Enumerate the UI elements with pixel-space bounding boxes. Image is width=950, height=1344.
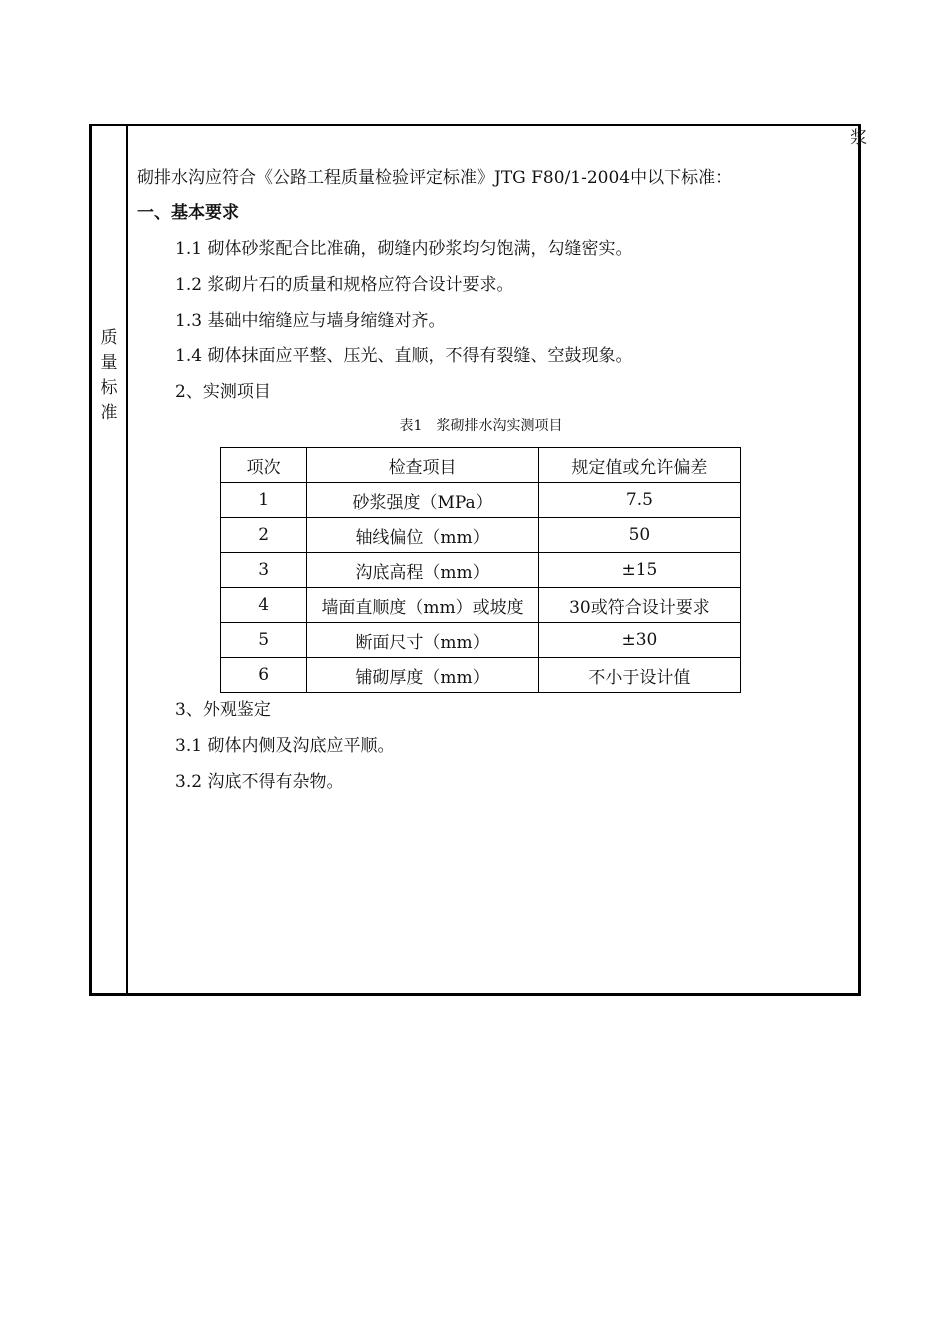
- requirement-item: 1.3 基础中缩缝应与墙身缩缝对齐。: [175, 311, 446, 331]
- cell-tolerance: 不小于设计值: [538, 658, 740, 693]
- cell-item-no: 3: [221, 553, 307, 588]
- corner-character: 浆: [850, 128, 867, 148]
- requirement-item: 1.2 浆砌片石的质量和规格应符合设计要求。: [175, 275, 514, 295]
- section-heading-measured-items: 2、实测项目: [175, 382, 271, 402]
- cell-item-no: 6: [221, 658, 307, 693]
- appearance-item: 3.1 砌体内侧及沟底应平顺。: [175, 736, 395, 756]
- cell-tolerance: ±30: [538, 623, 740, 658]
- table-row: [221, 658, 741, 693]
- cell-item-no: 1: [221, 483, 307, 518]
- table-header-row: [221, 448, 741, 483]
- cell-tolerance: 7.5: [538, 483, 740, 518]
- cell-check-item: 铺砌厚度（mm）: [307, 658, 539, 693]
- section-heading-basic-requirements: 一、基本要求: [137, 203, 239, 223]
- header-tolerance: 规定值或允许偏差: [538, 448, 740, 483]
- cell-check-item: 沟底高程（mm）: [307, 553, 539, 588]
- table-row: [221, 483, 741, 518]
- cell-check-item: 轴线偏位（mm）: [307, 518, 539, 553]
- cell-tolerance: 50: [538, 518, 740, 553]
- requirement-item: 1.4 砌体抹面应平整、压光、直顺，不得有裂缝、空鼓现象。: [175, 346, 633, 366]
- column-divider: [126, 125, 128, 995]
- cell-check-item: 断面尺寸（mm）: [307, 623, 539, 658]
- header-check-item: 检查项目: [307, 448, 539, 483]
- requirement-item: 1.1 砌体砂浆配合比准确，砌缝内砂浆均匀饱满，勾缝密实。: [175, 239, 633, 259]
- cell-tolerance: 30或符合设计要求: [538, 588, 740, 623]
- side-label-quality-standard: [96, 326, 122, 426]
- cell-item-no: 4: [221, 588, 307, 623]
- measurement-table: [220, 447, 741, 693]
- side-label-char: 标: [100, 378, 118, 398]
- cell-tolerance: ±15: [538, 553, 740, 588]
- intro-text: 砌排水沟应符合《公路工程质量检验评定标准》JTG F80/1-2004中以下标准：: [137, 168, 733, 188]
- table-caption: 表1 浆砌排水沟实测项目: [399, 418, 563, 434]
- side-label-char: 准: [100, 403, 118, 423]
- cell-item-no: 2: [221, 518, 307, 553]
- table-row: [221, 588, 741, 623]
- cell-check-item: 墙面直顺度（mm）或坡度: [307, 588, 539, 623]
- table-row: [221, 518, 741, 553]
- section-heading-appearance: 3、外观鉴定: [175, 700, 271, 720]
- header-item-no: 项次: [221, 448, 307, 483]
- table-row: [221, 623, 741, 658]
- side-label-char: 质: [100, 328, 118, 348]
- side-label-char: 量: [100, 353, 118, 373]
- cell-item-no: 5: [221, 623, 307, 658]
- cell-check-item: 砂浆强度（MPa）: [307, 483, 539, 518]
- appearance-item: 3.2 沟底不得有杂物。: [175, 772, 344, 792]
- table-row: [221, 553, 741, 588]
